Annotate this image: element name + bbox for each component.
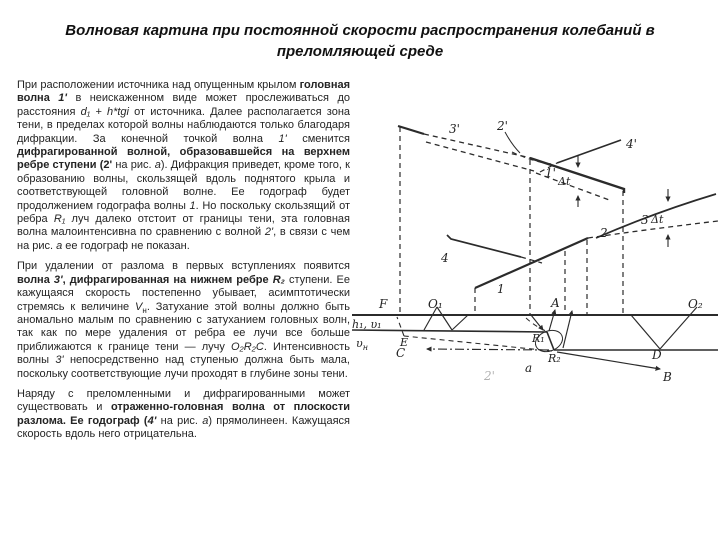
vertical-projection-lines xyxy=(400,127,623,314)
label-godograph-1-prime: 1' xyxy=(545,166,556,180)
label-delta-t-upper: Δt xyxy=(558,175,571,188)
label-delta-t-lower: Δt xyxy=(651,213,664,226)
paragraph-1: При расположении источника над опущенным крылом головная волна 1' в неискаженном виде может прослеживаться до расстояния d₁ + h*tgi от источника. Далее располагается зона тени, в пределах которой волны наблюдаются только благодаря дифракции. За конечной точкой волна 1' сменится дифрагированной волной, образовавшейся на верхнем ребре ступени (2' на рис. а). Дифракция приведет, кроме того, к образованию волны, скользящей вдоль поднятого крыла и соответствующей головной волне. Ее годограф будет продолжением годографа волны 1. Но поскольку скользящий от ребра R₁ луч далеко отстоит от границы тени, эта головная волна малоинтенсивна по сравнению с волной 2', в связи с чем на рис. а ее годограф не показан. xyxy=(17,79,351,252)
label-point-a: A xyxy=(551,296,560,310)
label-source-o1: O₁ xyxy=(428,297,443,311)
diagram-labels xyxy=(352,119,703,384)
label-source-o2: O₂ xyxy=(688,297,703,311)
label-point-f: F xyxy=(379,297,388,311)
label-godograph-4: 4 xyxy=(441,251,449,265)
label-edge-r2: R₂ xyxy=(548,352,561,365)
label-point-b: B xyxy=(663,370,672,384)
body-text xyxy=(17,79,350,449)
label-godograph-3-prime: 3' xyxy=(449,122,460,136)
label-point-d: D xyxy=(652,348,662,362)
label-godograph-4-prime: 4' xyxy=(626,137,637,151)
label-velocity-vn: $\upsilon_н$ xyxy=(356,337,368,352)
label-edge-r1: R₁ xyxy=(532,332,545,345)
label-point-e: E xyxy=(400,336,409,349)
label-godograph-3: 3 xyxy=(641,213,649,227)
label-godograph-2: 2 xyxy=(600,226,608,240)
travel-time-diagram xyxy=(350,95,720,395)
label-faint-2-prime: 2' xyxy=(484,369,495,383)
paragraph-3: Наряду с преломленными и дифрагированными может существовать и отраженно-головная волна от плоскости разлома. Ее годограф (4' на рис. а) прямолинеен. Кажущаяся скорость вдоль него отрицательна. xyxy=(17,387,350,441)
label-point-c: C xyxy=(396,346,406,360)
slide-title: Волновая картина при постоянной скорости распространения колебаний в преломляющей среде xyxy=(65,22,655,60)
label-layer-h1-v1: h₁, υ₁ xyxy=(352,318,382,331)
label-godograph-1: 1 xyxy=(497,282,505,296)
paragraph-2: При удалении от разлома в первых вступлениях появится волна 3', дифрагированная на нижнем ребре R₂ ступени. Ее кажущаяся скорость постепенно убывает, асимптотически стремясь к величине $V_н$. Затухание этой волны должно быть аномально малым по сравнению с затуханием головных волн, так как по мере удаления от ребра ее лучи все больше приближаются к границе тени — лучу O₂R₂C. Интенсивность волны 3' непосредственно над ступенью должна быть мала, поскольку соответствующие лучи проходят в глубине зоны тени. xyxy=(17,260,350,380)
label-godograph-2-prime: 2' xyxy=(497,119,508,133)
figure-label-a: а xyxy=(525,361,533,375)
